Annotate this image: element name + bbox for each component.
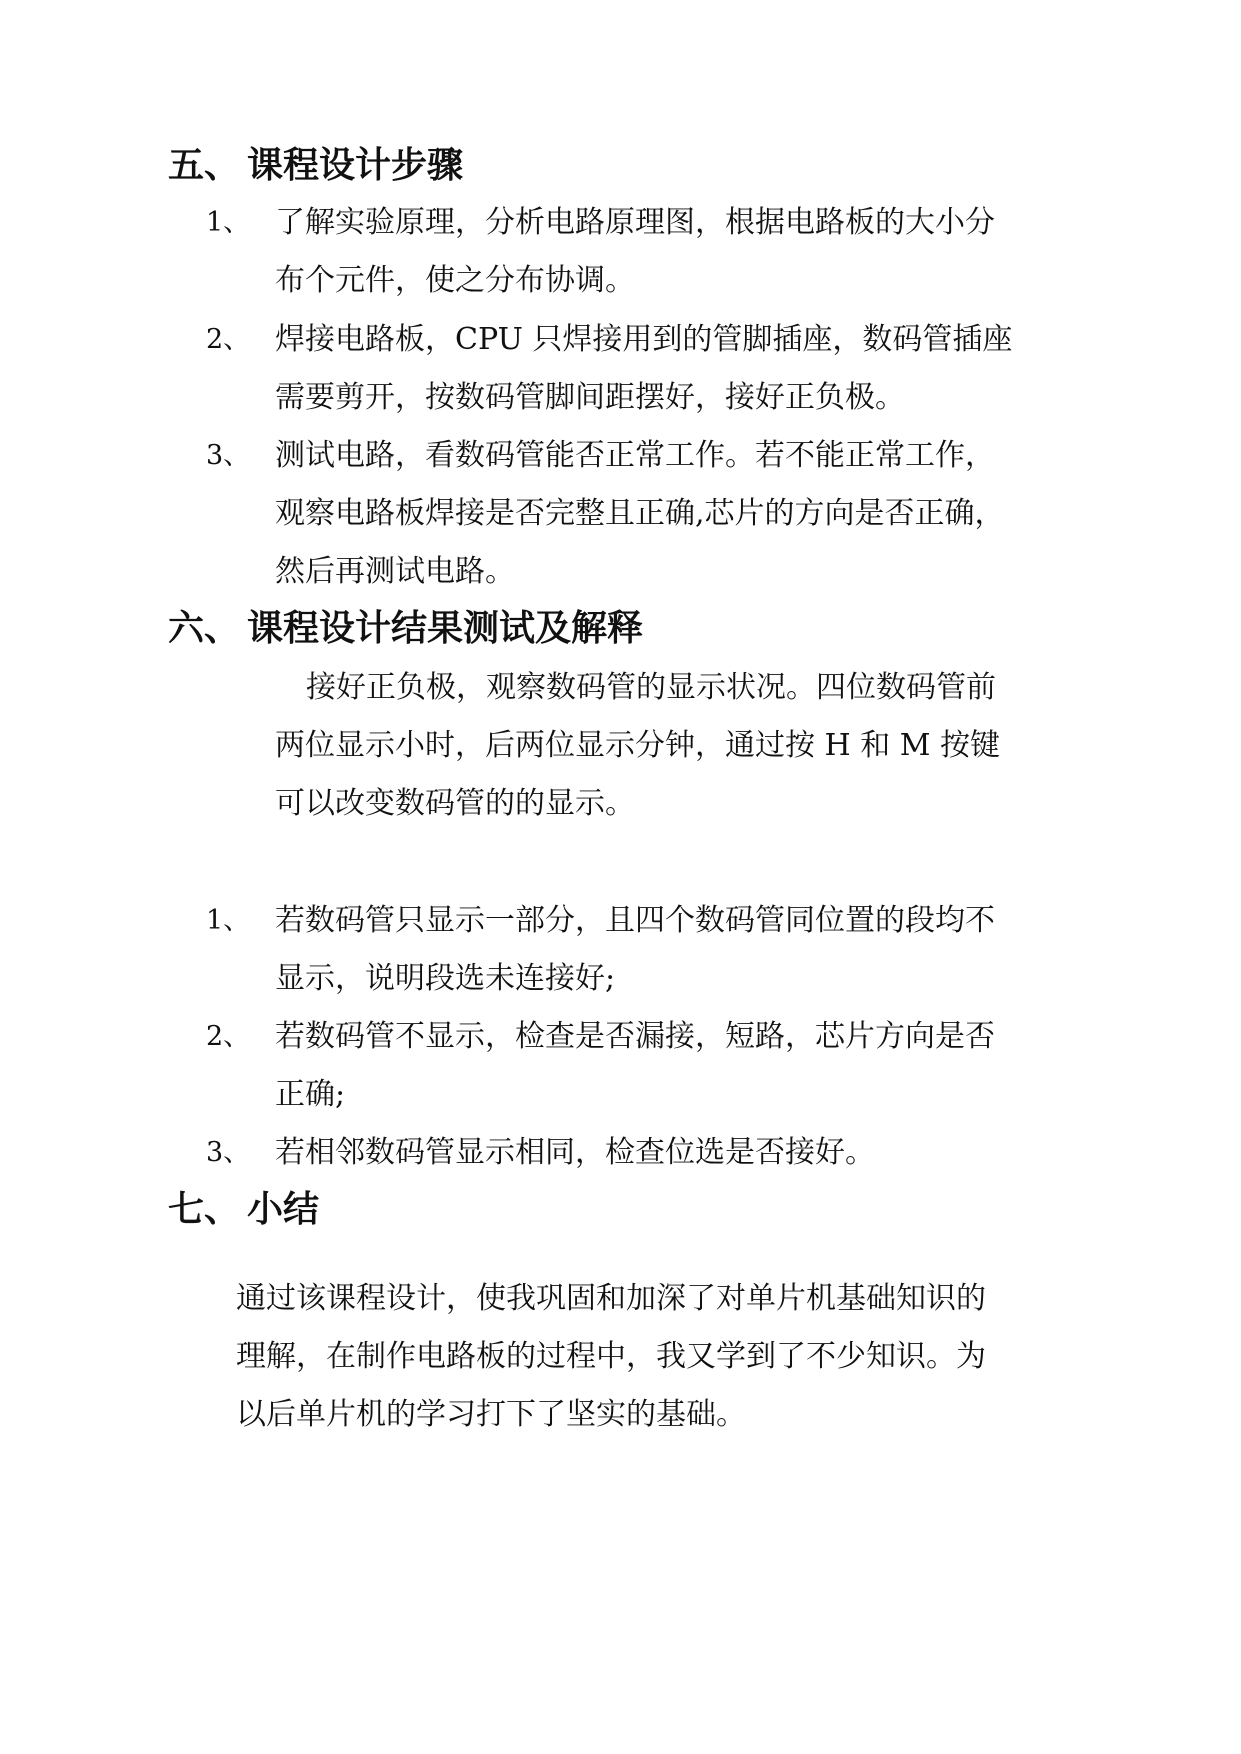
list-item-line: 焊接电路板，CPU 只焊接用到的管脚插座，数码管插座: [275, 322, 1013, 357]
list-item-line: 若数码管只显示一部分，且四个数码管同位置的段均不: [275, 903, 995, 938]
paragraph-line: 接好正负极，观察数码管的显示状况。四位数码管前: [306, 670, 996, 705]
list-item-line: 需要剪开，按数码管脚间距摆好，接好正负极。: [275, 380, 905, 415]
list-item-line: 若相邻数码管显示相同，检查位选是否接好。: [275, 1135, 875, 1170]
section-number: 六、: [168, 608, 241, 649]
paragraph-line: 理解，在制作电路板的过程中，我又学到了不少知识。为: [236, 1339, 986, 1374]
list-item-number: 3、: [206, 1137, 251, 1168]
paragraph-line: 通过该课程设计，使我巩固和加深了对单片机基础知识的: [236, 1281, 986, 1316]
list-item-line: 了解实验原理，分析电路原理图，根据电路板的大小分: [275, 205, 995, 240]
list-item-line: 然后再测试电路。: [275, 554, 515, 589]
list-item-number: 2、: [206, 324, 251, 355]
list-item-number: 1、: [206, 207, 251, 238]
paragraph-line: 两位显示小时，后两位显示分钟，通过按 H 和 M 按键: [275, 728, 1001, 763]
list-item-line: 布个元件，使之分布协调。: [275, 263, 635, 298]
section-title: 小结: [247, 1189, 320, 1230]
section-title: 课程设计步骤: [247, 145, 464, 186]
paragraph-line: 可以改变数码管的的显示。: [275, 786, 635, 821]
paragraph-line: 以后单片机的学习打下了坚实的基础。: [236, 1397, 746, 1432]
list-item-line: 测试电路，看数码管能否正常工作。若不能正常工作，: [275, 438, 995, 473]
section-number: 七、: [168, 1189, 241, 1230]
list-item-number: 1、: [206, 905, 251, 936]
list-item-line: 若数码管不显示，检查是否漏接，短路，芯片方向是否: [275, 1019, 995, 1054]
list-item-number: 3、: [206, 440, 251, 471]
list-item-number: 2、: [206, 1021, 251, 1052]
section-title: 课程设计结果测试及解释: [247, 608, 644, 649]
list-item-line: 正确;: [275, 1077, 346, 1112]
list-item-line: 显示，说明段选未连接好;: [275, 961, 616, 996]
list-item-line: 观察电路板焊接是否完整且正确,芯片的方向是否正确，: [275, 496, 1005, 531]
section-number: 五、: [168, 145, 241, 186]
